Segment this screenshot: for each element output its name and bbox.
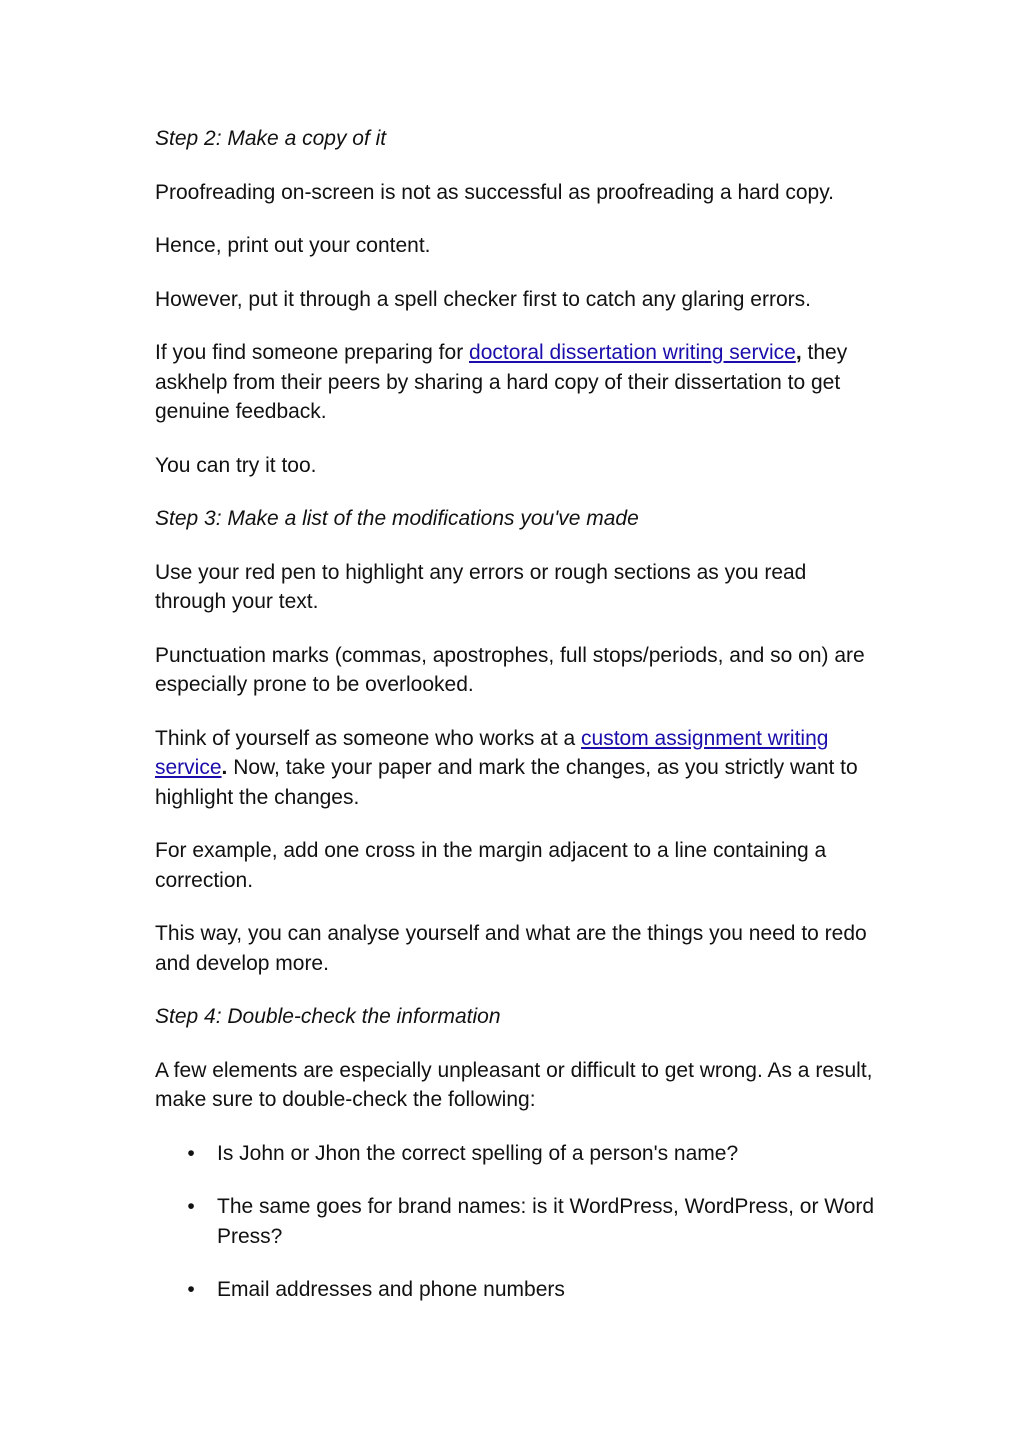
dissertation-text-before-link: If you find someone preparing for — [155, 341, 470, 364]
document-body — [155, 124, 875, 1329]
paragraph-analyse-yourself: This way, you can analyse yourself and what are the things you need to redo and develop more. — [155, 922, 867, 975]
bullet-icon: • — [187, 1141, 195, 1165]
list-item-text: Is John or Jhon the correct spelling of a person's name? — [217, 1141, 739, 1165]
step-3-heading: Step 3: Make a list of the modifications you've made — [155, 507, 639, 530]
dissertation-text-after-link: they askhelp from their peers by sharing a hard copy of their dissertation to get genuine feedback. — [155, 341, 848, 423]
doctoral-dissertation-link[interactable]: doctoral dissertation writing service — [469, 341, 796, 364]
list-item-text: The same goes for brand names: is it WordPress, WordPress, or Word Press? — [217, 1195, 875, 1248]
paragraph-punctuation: Punctuation marks (commas, apostrophes, full stops/periods, and so on) are especially prone to be overlooked. — [155, 643, 865, 696]
custom-assignment-link[interactable]: custom assignment writing service — [155, 726, 829, 779]
assignment-text-after-link: Now, take your paper and mark the changes, as you strictly want to highlight the changes. — [155, 756, 858, 809]
paragraph-double-check: A few elements are especially unpleasant or difficult to get wrong. As a result, make sure to double-check the following: — [155, 1058, 873, 1111]
list-item-brand-names — [155, 1192, 875, 1251]
paragraph-hard-copy: Proofreading on-screen is not as successful as proofreading a hard copy. — [155, 180, 834, 204]
step-2-heading: Step 2: Make a copy of it — [155, 127, 387, 150]
paragraph-dissertation-feedback — [155, 338, 875, 427]
list-item-person-name — [155, 1139, 875, 1169]
assignment-link-period: . — [221, 756, 228, 779]
step-4-heading: Step 4: Double-check the information — [155, 1005, 501, 1028]
assignment-text-before-link: Think of yourself as someone who works at a — [155, 726, 582, 750]
dissertation-link-comma: , — [795, 341, 802, 364]
paragraph-print-content: Hence, print out your content. — [155, 234, 431, 257]
list-item-text: Email addresses and phone numbers — [217, 1278, 565, 1301]
double-check-list — [155, 1139, 875, 1305]
bullet-icon: • — [187, 1195, 195, 1218]
paragraph-try-it-too: You can try it too. — [155, 453, 317, 477]
list-item-contact-details — [155, 1275, 875, 1305]
paragraph-margin-cross: For example, add one cross in the margin adjacent to a line containing a correction. — [155, 839, 827, 892]
paragraph-red-pen: Use your red pen to highlight any errors or rough sections as you read through your text. — [155, 560, 807, 613]
bullet-icon: • — [187, 1278, 195, 1301]
paragraph-assignment-service — [155, 724, 875, 813]
paragraph-spell-checker: However, put it through a spell checker first to catch any glaring errors. — [155, 287, 811, 311]
